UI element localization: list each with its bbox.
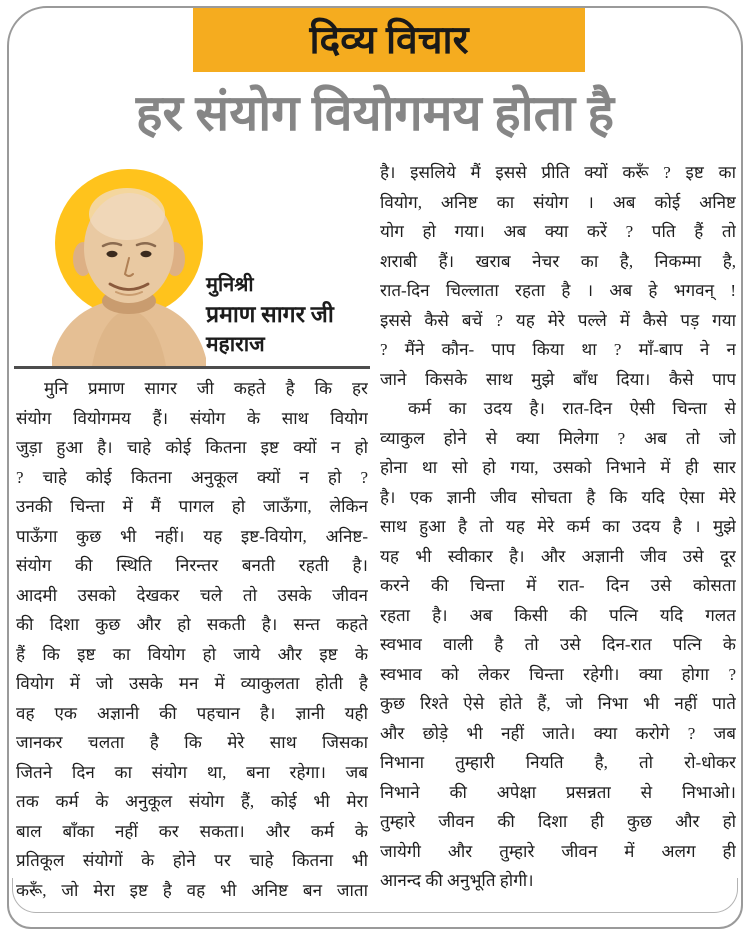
section-banner-title: दिव्य विचार — [309, 18, 469, 62]
text-line: तक कर्म के अनुकूल संयोग हैं, कोई भी मेरा — [16, 792, 368, 811]
text-line: करने की चिन्ता में रात- दिन उसे कोसता — [380, 576, 736, 595]
text-line: जाने किसके साथ मुझे बाँध दिया। कैसे पाप — [380, 369, 736, 389]
text-line: इससे कैसे बचें ? यह मेरे पल्ले में कैसे पड़ गया — [380, 310, 736, 330]
text-line: वियोग, अनिष्ट का संयोग । अब कोई अनिष्ट — [380, 192, 736, 212]
text-line: यह भी स्वीकार है। और अज्ञानी जीव उसे दूर — [380, 546, 736, 566]
text-line: जायेगी और तुम्हारे जीवन में अलग ही — [380, 841, 736, 861]
author-suffix: महाराज — [206, 332, 265, 356]
text-line: आनन्द की अनुभूति होगी। — [380, 871, 534, 890]
text-line: उनकी चिन्ता में मैं पागल हो जाऊँगा, लेकिन — [16, 497, 368, 516]
text-line: स्वभाव को लेकर चिन्ता रहेगी। क्या होगा ? — [380, 664, 736, 684]
text-line: है। इसलिये मैं इससे प्रीति क्यों करूँ ? इष्ट का — [380, 163, 736, 182]
text-line: हैं कि इष्ट का वियोग हो जाये और इष्ट के — [16, 644, 368, 664]
text-line: बाल बाँका नहीं कर सकता। और कर्म के — [16, 821, 368, 841]
text-line: ? मैंने कौन- पाप किया था ? माँ-बाप ने न — [380, 340, 736, 359]
text-line: की दिशा कुछ और हो सकती है। सन्त कहते — [16, 615, 368, 634]
text-line: वियोग में जो उसके मन में व्याकुलता होती है — [16, 674, 368, 693]
text-line: तुम्हारे जीवन की दिशा ही कुछ और हो — [380, 812, 736, 831]
text-line: शराबी हैं। खराब नेचर का है, निकम्मा है, — [380, 251, 736, 271]
text-line: रहता है। अब किसी की पत्नि यदि गलत — [380, 605, 736, 625]
text-line: प्रतिकूल संयोगों के होने पर चाहे कितना भी — [16, 851, 368, 870]
author-photo — [32, 162, 228, 366]
monk-portrait-icon — [32, 162, 228, 366]
text-line: जानकर चलता है कि मेरे साथ जिसका — [16, 733, 368, 752]
text-line: निभाना तुम्हारी नियति है, तो रो-धोकर — [380, 753, 736, 772]
text-line: व्याकुल होने से क्या मिलेगा ? अब तो जो — [380, 428, 736, 448]
text-line: आदमी उसको देखकर चले तो उसके जीवन — [16, 585, 368, 605]
text-line: रात-दिन चिल्लाता रहता है । अब हे भगवन् ! — [380, 281, 736, 300]
text-line: संयोग की स्थिति निरन्तर बनती रहती है। — [16, 556, 368, 575]
text-line: स्वभाव वाली है तो उसे दिन-रात पत्नि के — [380, 635, 736, 654]
text-line: साथ हुआ है तो यह मेरे कर्म का उदय है । मुझे — [380, 517, 736, 536]
caption-divider — [14, 366, 370, 369]
text-line: जुड़ा हुआ है। चाहे कोई कितना इष्ट क्यों न हो — [16, 438, 368, 457]
author-name: प्रमाण सागर जी — [206, 302, 334, 327]
author-prefix: मुनिश्री — [206, 274, 254, 296]
text-line: ? चाहे कोई कितना अनुकूल क्यों न हो ? — [16, 467, 368, 487]
article-headline: हर संयोग वियोगमय होता है — [135, 85, 615, 141]
text-line: निभाने की अपेक्षा प्रसन्नता से निभाओ। — [380, 782, 736, 802]
article-column-right — [380, 158, 736, 896]
text-line: पाऊँगा कुछ भी नहीं। यह इष्ट-वियोग, अनिष्ट- — [16, 526, 368, 546]
text-line: है। एक ज्ञानी जीव सोचता है कि यदि ऐसा मेरे — [380, 487, 736, 507]
article-column-left — [16, 374, 368, 905]
section-banner — [193, 8, 585, 72]
text-line: कुछ रिश्ते ऐसे होते हैं, जो निभा भी नहीं पाते — [380, 694, 736, 713]
text-line: कर्म का उदय है। रात-दिन ऐसी चिन्ता से — [408, 399, 736, 418]
text-line: संयोग वियोगमय हैं। संयोग के साथ वियोग — [16, 408, 368, 428]
author-caption — [206, 272, 372, 359]
text-line: जितने दिन का संयोग था, बना रहेगा। जब — [16, 762, 368, 782]
text-line: करूँ, जो मेरा इष्ट है वह भी अनिष्ट बन जाता — [16, 880, 368, 900]
text-line: और छोड़े भी नहीं जाते। क्या करोगे ? जब — [380, 723, 736, 743]
text-line: होना था सो हो गया, उसको निभाने में ही सार — [380, 458, 736, 477]
text-line: वह एक अज्ञानी की पहचान है। ज्ञानी यही — [16, 703, 368, 723]
text-line: मुनि प्रमाण सागर जी कहते है कि हर — [44, 379, 368, 398]
text-line: योग हो गया। अब क्या करें ? पति हैं तो — [380, 222, 736, 241]
